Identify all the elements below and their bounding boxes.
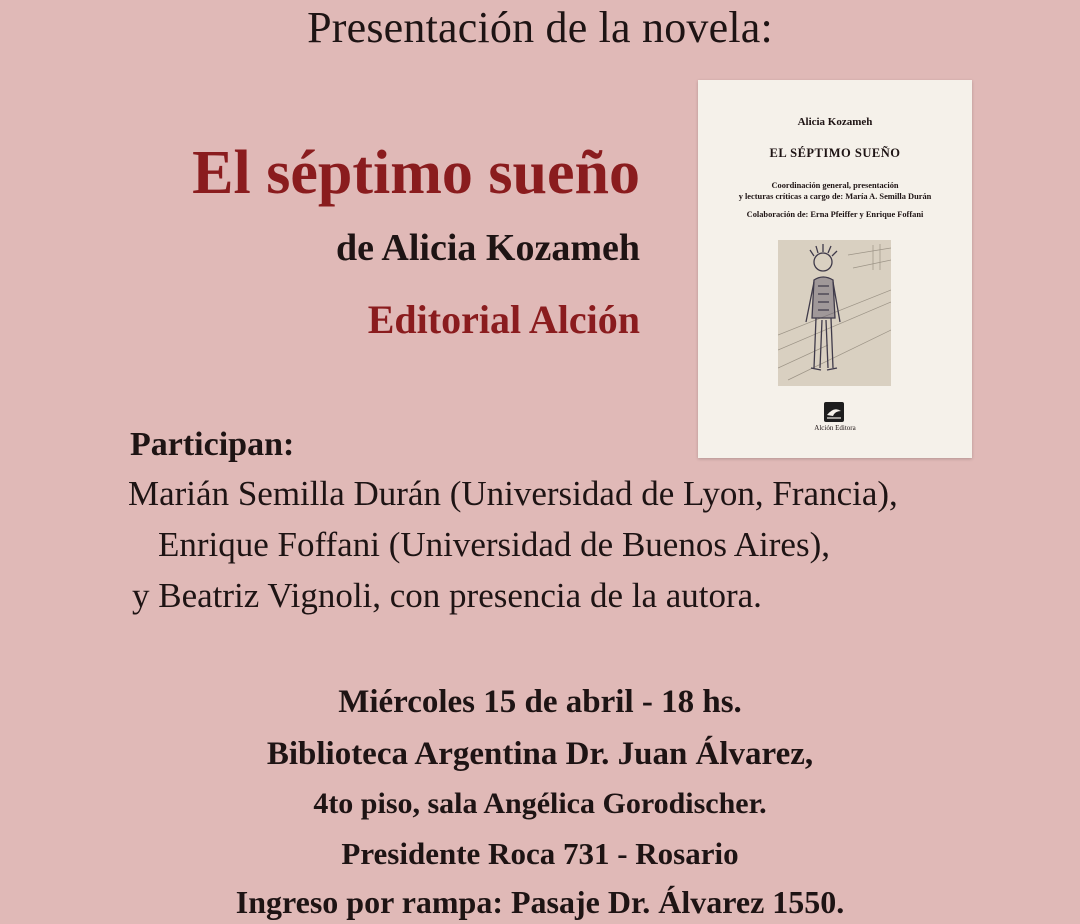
bird-logo-icon <box>824 402 844 422</box>
event-venue: Biblioteca Argentina Dr. Juan Álvarez, <box>266 736 814 772</box>
standing-figure-drawing-icon <box>778 240 891 386</box>
cover-author: Alicia Kozameh <box>797 116 873 128</box>
participant-line: Enrique Foffani (Universidad de Buenos Aires), <box>158 525 830 564</box>
cover-coordination <box>708 180 962 202</box>
publisher-name: Editorial Alción <box>367 297 640 342</box>
book-title: El séptimo sueño <box>192 139 640 207</box>
cover-title: EL SÉPTIMO SUEÑO <box>769 146 901 160</box>
event-entrance: Ingreso por rampa: Pasaje Dr. Álvarez 1550. <box>235 884 845 920</box>
participants-heading: Participan: <box>130 426 295 463</box>
author-line: de Alicia Kozameh <box>336 227 640 269</box>
event-room: 4to piso, sala Angélica Gorodischer. <box>313 787 767 820</box>
event-address: Presidente Roca 731 - Rosario <box>341 836 739 871</box>
cover-collaboration: Colaboración de: Erna Pfeiffer y Enrique Foffani <box>746 210 924 219</box>
participant-line: Marián Semilla Durán (Universidad de Lyon, Francia), <box>128 474 898 513</box>
cover-coordination-line-1: Coordinación general, presentación <box>771 181 899 190</box>
intro-heading: Presentación de la novela: <box>307 3 773 52</box>
cover-publisher: Alción Editora <box>814 424 856 432</box>
cover-coordination-line-2: y lecturas críticas a cargo de: María A. Semilla Durán <box>738 192 932 201</box>
participant-line: y Beatriz Vignoli, con presencia de la autora. <box>132 576 762 615</box>
book-cover <box>698 80 972 458</box>
event-date-time: Miércoles 15 de abril - 18 hs. <box>338 684 742 720</box>
